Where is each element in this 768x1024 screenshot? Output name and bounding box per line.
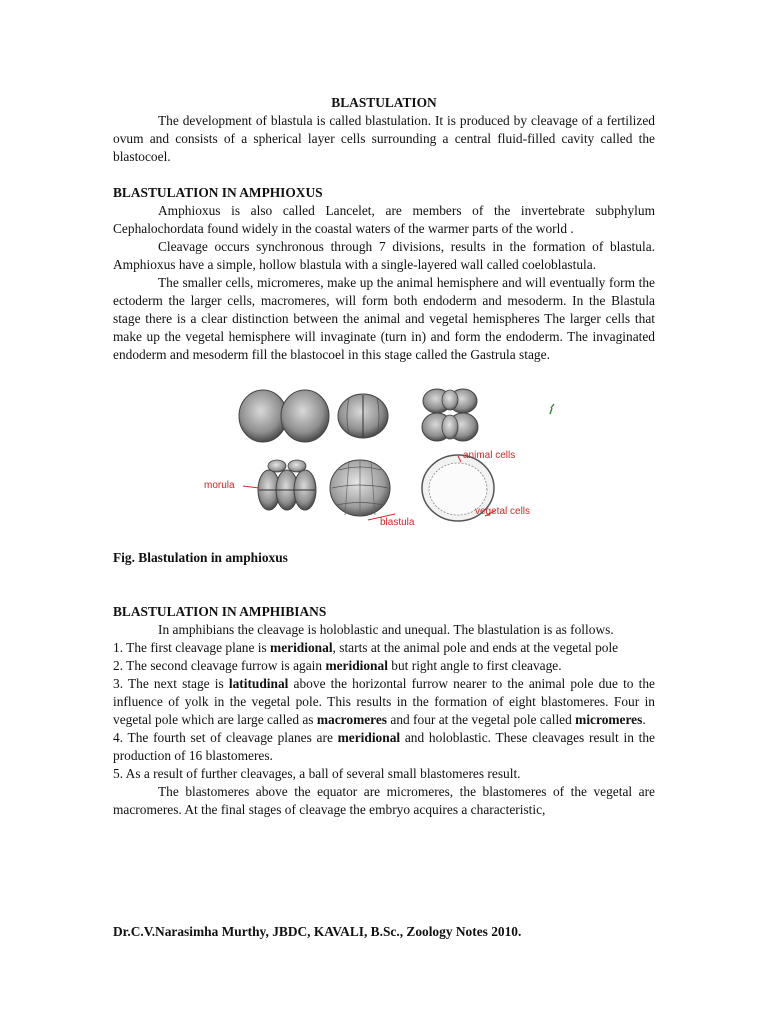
cleavage-item-4: 4. The fourth set of cleavage planes are meridional and holoblastic. These cleavages result in the production of 16 blastomeres. (113, 730, 655, 763)
cleavage-item-3: 3. The next stage is latitudinal above the horizontal furrow nearer to the animal pole due to the influence of yolk in the vegetal pole. This results in the formation of eight blastomeres. Four in vegetal pole which are large called as macromeres and four at the vegetal pole called micromeres. (113, 676, 655, 727)
blastulation-figure (113, 364, 655, 549)
term-meridional: meridional (325, 658, 388, 673)
stray-mark (550, 404, 554, 414)
document-page (113, 94, 655, 819)
term-meridional: meridional (337, 730, 401, 745)
term-latitudinal: latitudinal (228, 676, 289, 691)
cleavage-item-5: 5. As a result of further cleavages, a ball of several small blastomeres result. (113, 766, 521, 781)
intro-paragraph: The development of blastula is called blastulation. It is produced by cleavage of a fertilized ovum and consists of a spherical layer cells surrounding a central fluid-filled cavity called the blastocoel. (113, 113, 655, 164)
term-micromeres: micromeres (575, 712, 643, 727)
thirty-two-cell-stage (330, 460, 390, 516)
amphibians-paragraph-2: The blastomeres above the equator are micromeres, the blastomeres of the vegetal are macromeres. At the final stages of cleavage the embryo acquires a characteristic, (113, 784, 655, 817)
amphioxus-paragraph-3: The smaller cells, micromeres, make up the animal hemisphere and will eventually form the ectoderm the larger cells, macromeres, will form both endoderm and mesoderm. In the Blastula stage there is a clear distinction between the animal and vegetal hemispheres The larger cells that make up the vegetal hemisphere will invaginate (turn in) and form the endoderm. The invaginated endoderm and mesoderm fill the blastocoel in this stage called the Gastrula stage. (113, 275, 655, 362)
four-cell-stage (338, 394, 388, 438)
amphibians-heading: BLASTULATION IN AMPHIBIANS (113, 604, 327, 619)
cleavage-item-1: 1. The first cleavage plane is meridional, starts at the animal pole and ends at the vegetal pole (113, 640, 619, 655)
morula-pointer (243, 486, 259, 488)
amphibians-paragraph-1: In amphibians the cleavage is holoblastic and unequal. The blastulation is as follows. (158, 622, 614, 637)
term-meridional: meridional (270, 640, 333, 655)
vegetal-cells-label: vegetal cells (475, 506, 531, 517)
page-title: BLASTULATION (331, 95, 437, 110)
morula-label: morula (204, 480, 235, 491)
page-footer: Dr.C.V.Narasimha Murthy, JBDC, KAVALI, B.Sc., Zoology Notes 2010. (113, 924, 522, 939)
term-macromeres: macromeres (316, 712, 388, 727)
amphioxus-paragraph-1: Amphioxus is also called Lancelet, are members of the invertebrate subphylum Cephalochordata found widely in the coastal waters of the warmer parts of the world . (113, 203, 655, 236)
eight-cell-stage (422, 389, 478, 441)
figure-caption: Fig. Blastulation in amphioxus (113, 550, 288, 565)
morula-stage (258, 460, 316, 510)
two-cell-stage (239, 390, 329, 442)
blastula-label: blastula (380, 517, 415, 528)
cleavage-item-2: 2. The second cleavage furrow is again meridional but right angle to first cleavage. (113, 658, 562, 673)
animal-cells-label: animal cells (463, 450, 516, 461)
amphioxus-heading: BLASTULATION IN AMPHIOXUS (113, 185, 323, 200)
amphioxus-paragraph-2: Cleavage occurs synchronous through 7 divisions, results in the formation of blastula. Amphioxus have a simple, hollow blastula with a single-layered wall called coeloblastula. (113, 239, 655, 272)
